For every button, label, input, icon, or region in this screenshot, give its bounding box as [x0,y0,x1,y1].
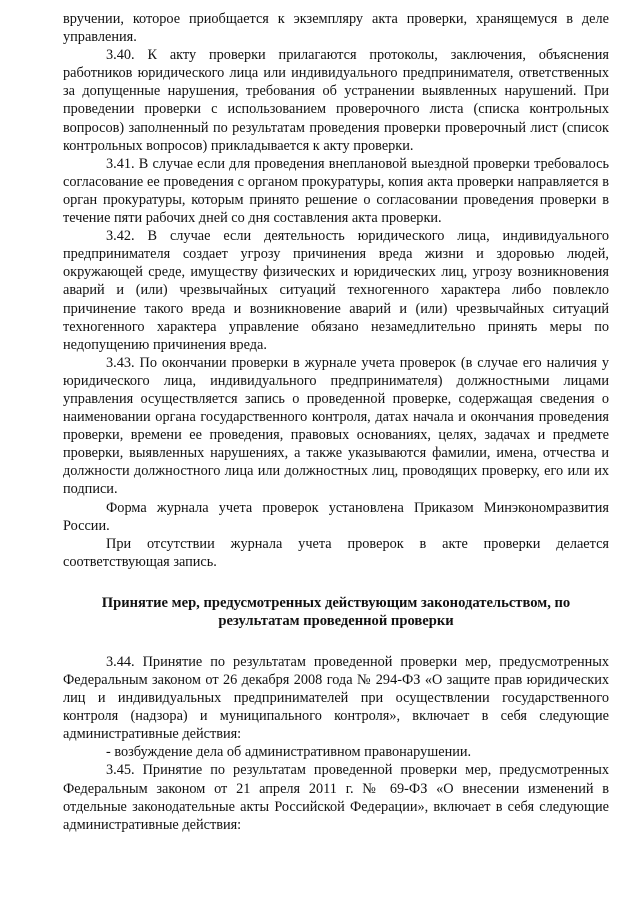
paragraph-3-43: 3.43. По окончании проверки в журнале учета проверок (в случае его наличия у юридического лица, индивидуального предпринимателя) должностными лицами управления осуществляется запись о проведенной проверке, содержащая сведения о наименовании органа государственного контроля, датах начала и окончания проведения проверки, времени ее проведения, правовых основаниях, целях, задачах и предмете проверки, выявленных нарушениях, а также указываются фамилии, имена, отчества и должности должностного лица или должностных лиц, проводящих проверку, его или их подписи. [63,354,609,498]
paragraph-3-44: 3.44. Принятие по результатам проведенной проверки мер, предусмотренных Федеральным законом от 26 декабря 2008 года № 294-ФЗ «О защите прав юридических лиц и индивидуальных предпринимателей при осуществлении государственного контроля (надзора) и муниципального контроля», включает в себя следующие административные действия: [63,653,609,743]
paragraph-journal-absent: При отсутствии журнала учета проверок в акте проверки делается соответствующая запись. [63,535,609,570]
paragraph-3-45: 3.45. Принятие по результатам проведенной проверки мер, предусмотренных Федеральным законом от 21 апреля 2011 г. № 69-ФЗ «О внесении изменений в отдельные законодательные акты Российской Федерации», включает в себя следующие административные действия: [63,762,609,833]
paragraph-bullet: - возбуждение дела об административном правонарушении. [106,744,472,761]
section-before [63,10,609,571]
paragraph-3-40: 3.40. К акту проверки прилагаются протоколы, заключения, объяснения работников юридического лица или индивидуального предпринимателя, ответственных за допущенные нарушения, требования об устранении выявленных нарушений. При проведении проверки с использованием проверочного листа (списка контрольных вопросов) заполненный по результатам проведения проверки проверочный лист (список контрольных вопросов) прикладывается к акту проверки. [63,47,609,154]
section-heading: Принятие мер, предусмотренных действующим законодательством, по результатам проведенной проверки [101,594,571,630]
document-page [63,10,609,834]
paragraph-continuation: вручении, которое приобщается к экземпляру акта проверки, хранящемуся в деле управления. [63,11,609,46]
paragraph-3-42: 3.42. В случае если деятельность юридического лица, индивидуального предпринимателя создает угрозу причинения вреда жизни и здоровью людей, окружающей среде, имуществу физических и юридических лиц, угрозу возникновения аварий и (или) чрезвычайных ситуаций техногенного характера либо повлекло причинение такого вреда и возникновение аварий и (или) чрезвычайных ситуаций техногенного характера управление обязано незамедлительно принять меры по недопущению причинения вреда. [63,228,609,353]
paragraph-3-41: 3.41. В случае если для проведения внеплановой выездной проверки требовалось согласование ее проведения с органом прокуратуры, копия акта проверки направляется в орган прокуратуры, которым принято решение о согласовании проведения проверки в течение пяти рабочих дней со дня составления акта проверки. [63,155,609,227]
paragraph-journal-form: Форма журнала учета проверок установлена Приказом Минэкономразвития России. [63,499,609,534]
section-after [63,653,609,834]
